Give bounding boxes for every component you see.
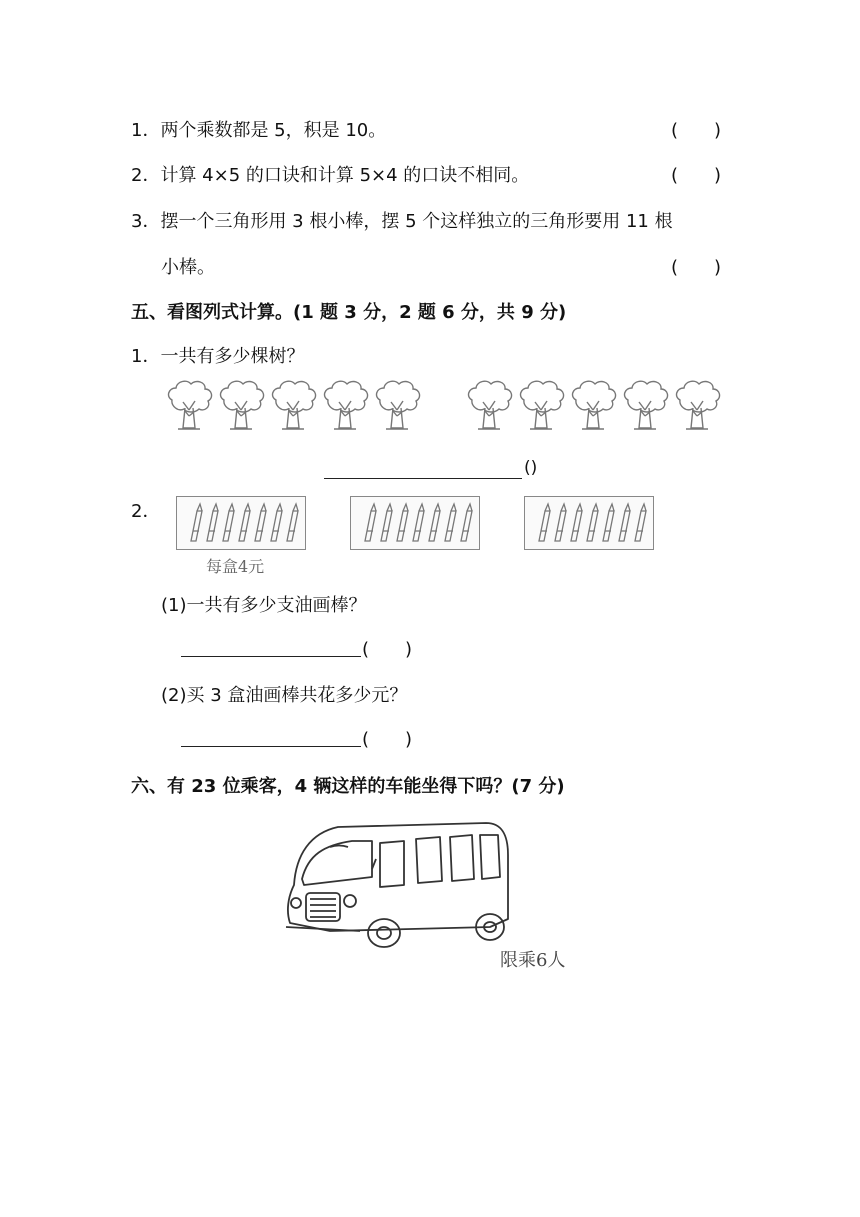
- crayons-icon: [177, 497, 305, 549]
- problem-2-sub-2-answer-paren[interactable]: ( ): [362, 729, 413, 750]
- bus-illustration: [280, 815, 520, 955]
- judge-answer-paren-2[interactable]: ( ): [671, 165, 722, 186]
- tree-icon: [216, 376, 266, 432]
- tree-icon: [516, 376, 566, 432]
- tree-icon: [620, 376, 670, 432]
- problem-1-answer-line[interactable]: [324, 478, 522, 479]
- tree-icon: [568, 376, 618, 432]
- judge-question-3: 3．摆一个三角形用 3 根小棒，摆 5 个这样独立的三角形要用 11 根: [131, 211, 673, 232]
- judge-question-2: 2．计算 4×5 的口诀和计算 5×4 的口诀不相同。: [131, 165, 530, 186]
- judge-answer-paren-1[interactable]: ( ): [671, 120, 722, 141]
- problem-2-sub-2-answer-line[interactable]: [181, 746, 361, 747]
- problem-1-question: 1．一共有多少棵树？: [131, 346, 305, 367]
- section-5-title: 五、看图列式计算。(1 题 3 分，2 题 6 分，共 9 分): [131, 302, 567, 323]
- problem-2-sub-1-answer-line[interactable]: [181, 656, 361, 657]
- crayons-icon: [351, 497, 479, 549]
- problem-1-answer-unit[interactable]: (): [524, 458, 538, 478]
- tree-icon: [672, 376, 722, 432]
- problem-2-sub-1: (1)一共有多少支油画棒？: [161, 595, 367, 616]
- tree-icon: [268, 376, 318, 432]
- judge-question-3-continued: 小棒。: [161, 257, 215, 278]
- problem-2-sub-2: (2)买 3 盒油画棒共花多少元？: [161, 685, 408, 706]
- judge-question-1: 1．两个乘数都是 5，积是 10。: [131, 120, 387, 141]
- section-6-title: 六、有 23 位乘客，4 辆这样的车能坐得下吗？(7 分): [131, 776, 565, 797]
- bus-capacity-label: 限乘6人: [500, 950, 566, 971]
- judge-answer-paren-3[interactable]: ( ): [671, 257, 722, 278]
- tree-icon: [320, 376, 370, 432]
- problem-2-number: 2．: [131, 501, 161, 522]
- crayon-box: [176, 496, 306, 550]
- price-label: 每盒4元: [206, 557, 265, 576]
- tree-icon: [164, 376, 214, 432]
- tree-icon: [372, 376, 422, 432]
- crayons-icon: [525, 497, 653, 549]
- crayon-box: [524, 496, 654, 550]
- tree-icon: [464, 376, 514, 432]
- crayon-box: [350, 496, 480, 550]
- problem-2-sub-1-answer-paren[interactable]: ( ): [362, 639, 413, 660]
